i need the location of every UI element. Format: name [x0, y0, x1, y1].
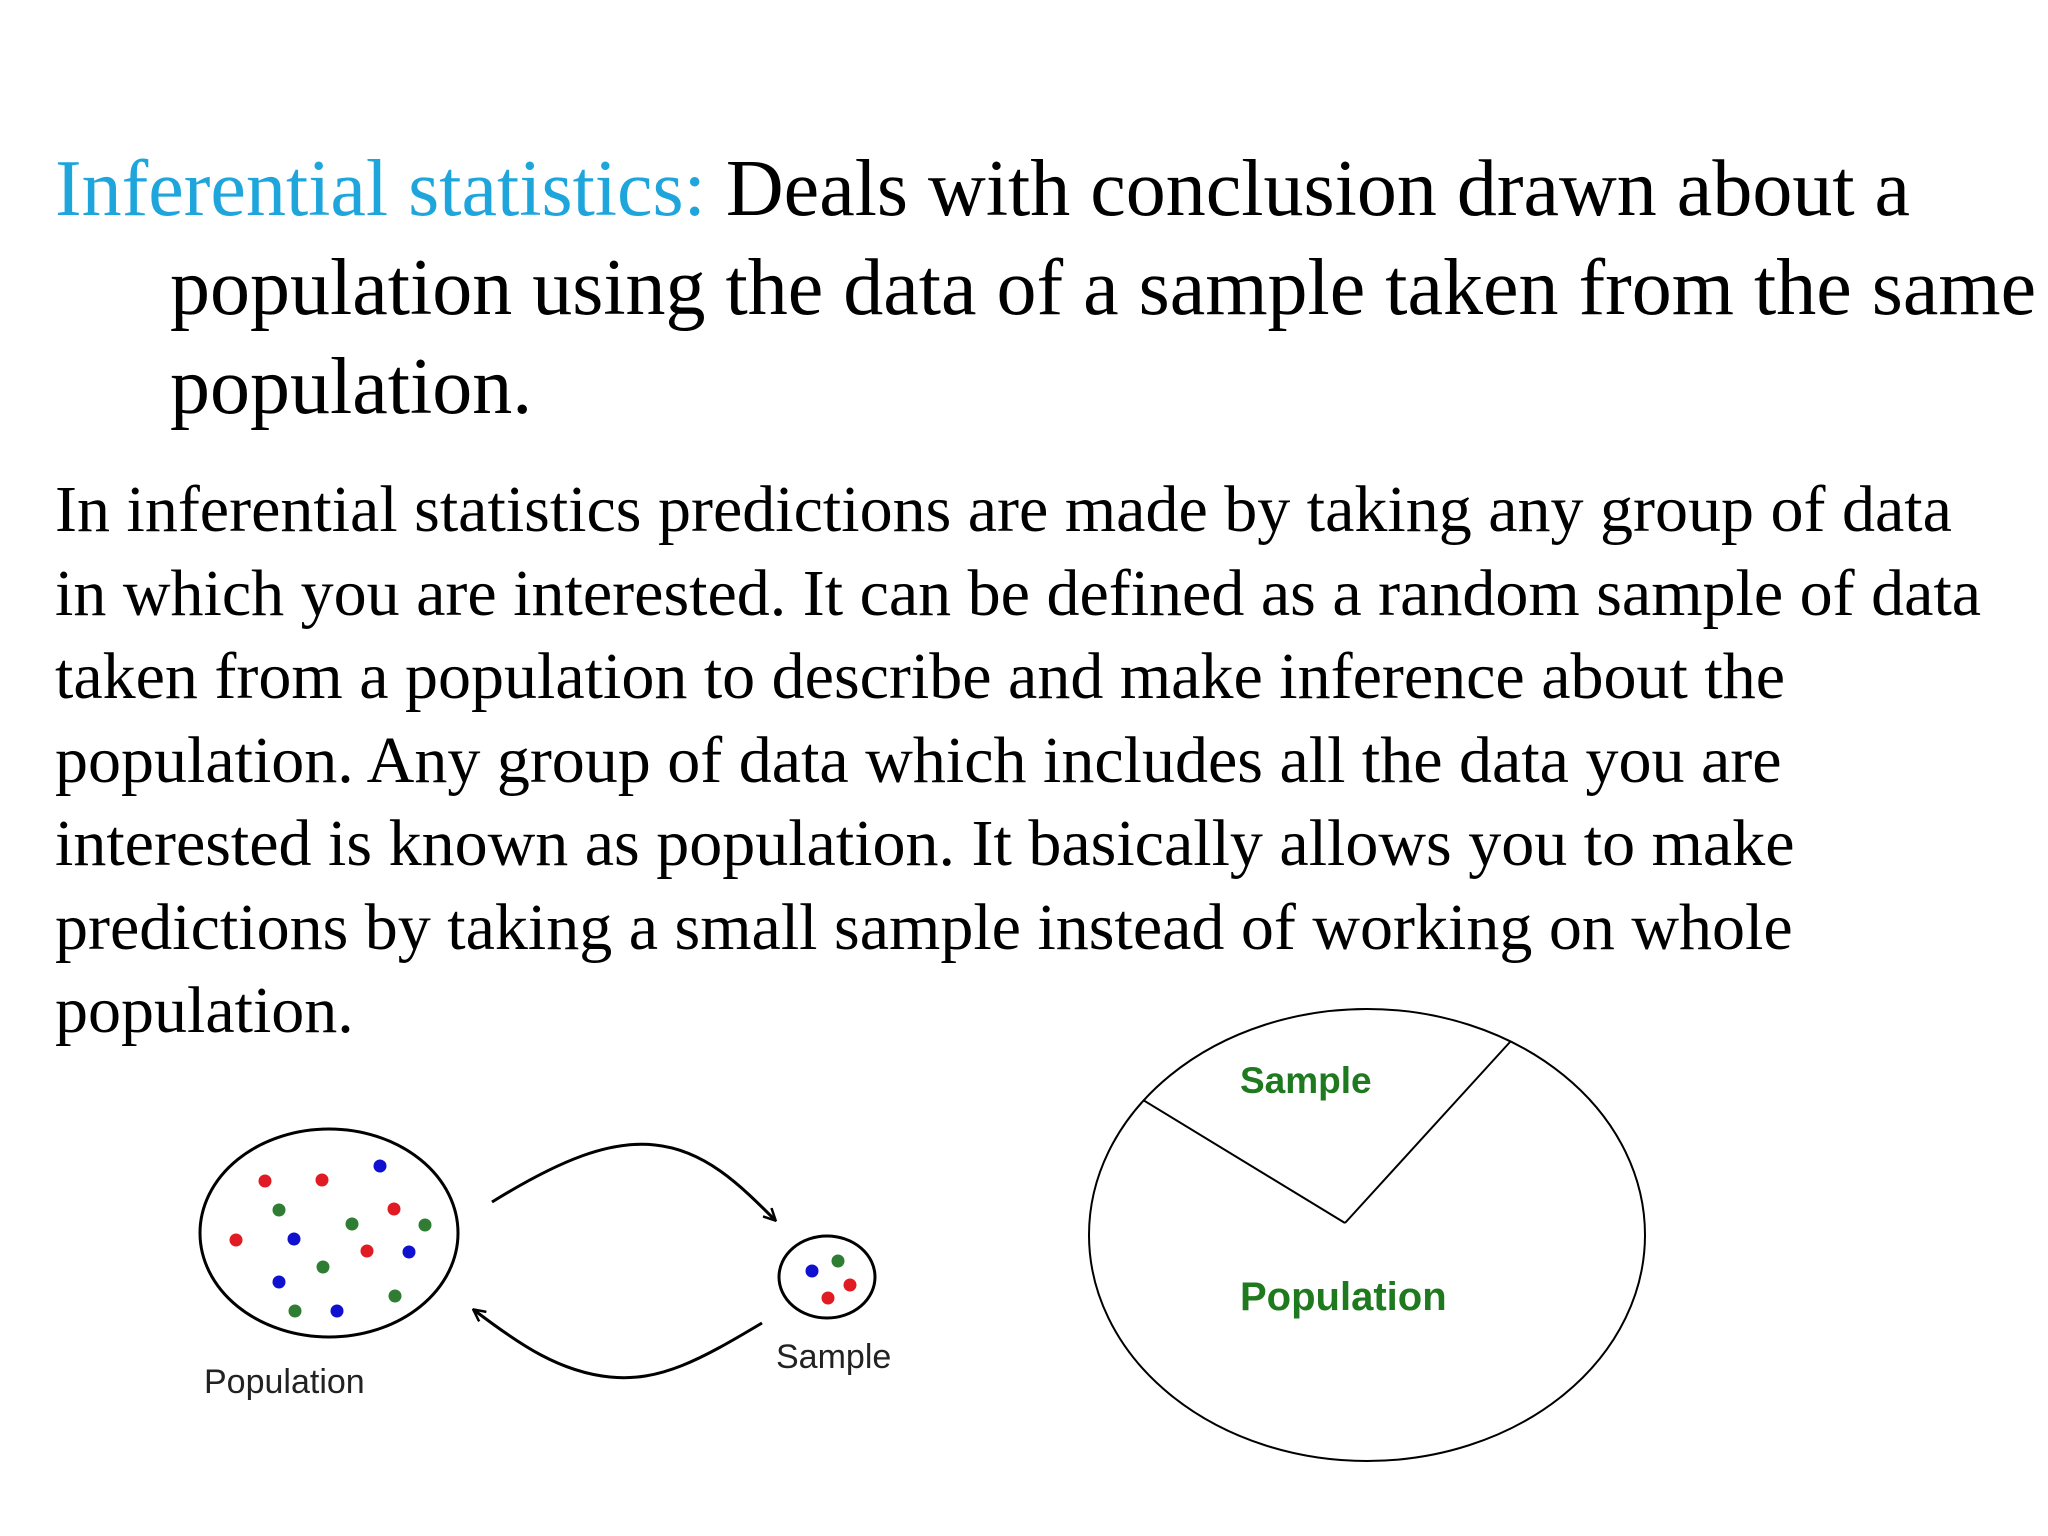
heading-definition: Deals with conclusion drawn about a population using the data of a sample taken from the same population. — [170, 145, 2037, 431]
pie-diagram — [1089, 1009, 1645, 1461]
population-dot — [389, 1290, 402, 1303]
arrow-to-sample — [492, 1144, 775, 1220]
sample-label: Sample — [776, 1338, 892, 1376]
population-dot — [346, 1218, 359, 1231]
population-dot — [374, 1160, 387, 1173]
pie-sample-label: Sample — [1240, 1060, 1372, 1101]
population-dot — [273, 1276, 286, 1289]
population-dot — [288, 1233, 301, 1246]
sample-ellipse — [779, 1236, 875, 1318]
population-label: Population — [204, 1363, 365, 1401]
population-dot — [230, 1234, 243, 1247]
population-dots — [230, 1160, 432, 1318]
heading-term: Inferential statistics: — [55, 145, 706, 233]
population-dot — [273, 1204, 286, 1217]
population-dot — [317, 1261, 330, 1274]
population-dot — [316, 1174, 329, 1187]
population-dot — [388, 1203, 401, 1216]
sample-dot — [844, 1279, 857, 1292]
population-ellipse — [200, 1129, 458, 1337]
sample-dot — [822, 1292, 835, 1305]
sample-dots — [806, 1255, 857, 1305]
population-dot — [403, 1246, 416, 1259]
population-dot — [289, 1305, 302, 1318]
population-dot — [331, 1305, 344, 1318]
population-dot — [419, 1219, 432, 1232]
pie-population-label: Population — [1240, 1275, 1447, 1319]
population-dot — [259, 1175, 272, 1188]
arrow-to-population — [474, 1310, 762, 1378]
sample-dot — [832, 1255, 845, 1268]
population-dot — [361, 1245, 374, 1258]
body-paragraph: In inferential statistics predictions are made by taking any group of data in which you are interested. It can be defined as a random sample of data taken from a population to describe and make inference about the population. Any group of data which includes all the data you are interested is known as population. It basically allows you to make predictions by taking a small sample instead of working on whole population. — [55, 473, 1982, 1047]
pie-slice-left-edge — [1143, 1100, 1345, 1223]
population-sample-diagram — [200, 1129, 891, 1401]
sample-dot — [806, 1265, 819, 1278]
